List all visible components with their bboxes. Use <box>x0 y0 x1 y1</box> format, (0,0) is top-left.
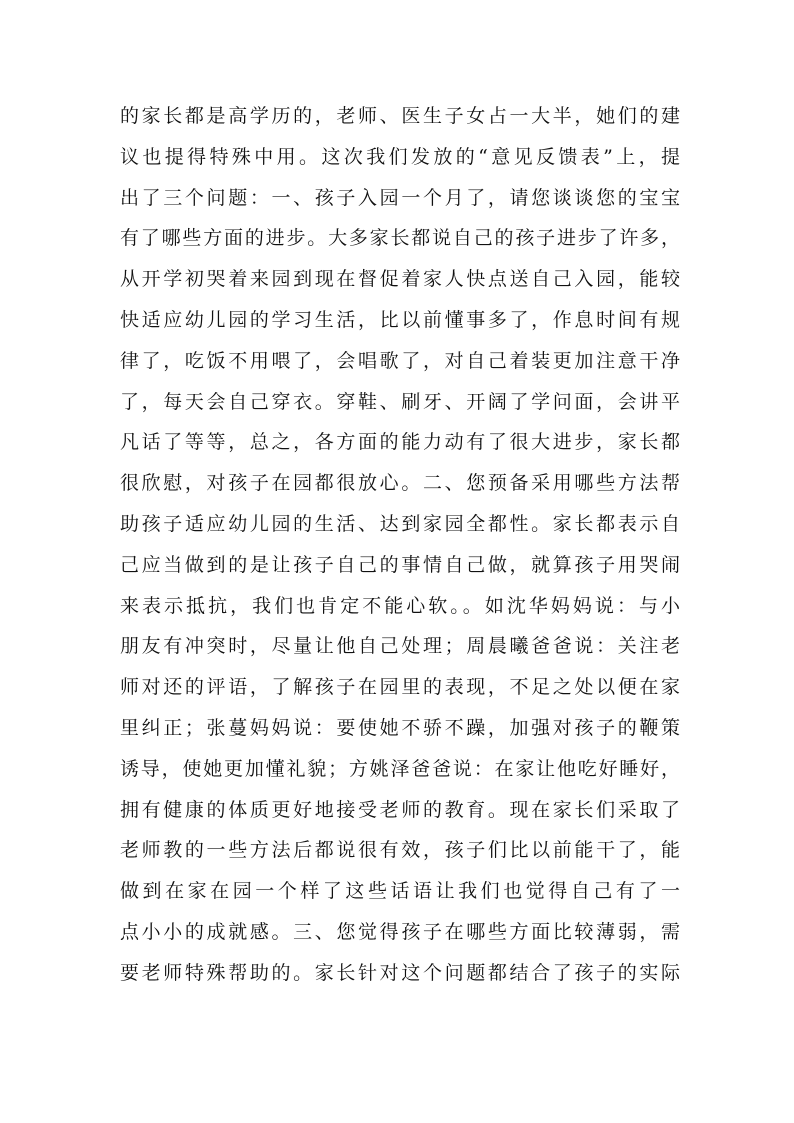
text-line: 点小小的成就感。三、您觉得孩子在哪些方面比较薄弱，需 <box>120 920 680 943</box>
text-line: 要老师特殊帮助的。家长针对这个问题都结合了孩子的实际 <box>120 961 680 984</box>
text-line: 议也提得特殊中用。这次我们发放的“意见反馈表”上，提 <box>120 145 680 168</box>
text-line: 有了哪些方面的进步。大多家长都说自己的孩子进步了许多， <box>120 227 680 250</box>
text-line: 助孩子适应幼儿园的生活、达到家园全都性。家长都表示自 <box>120 512 680 535</box>
text-line: 朋友有冲突时，尽量让他自己处理；周晨曦爸爸说：关注老 <box>120 635 680 658</box>
text-line: 拥有健康的体质更好地接受老师的教育。现在家长们采取了 <box>120 798 680 821</box>
text-line: 做到在家在园一个样了这些话语让我们也觉得自己有了一 <box>120 880 680 903</box>
text-line: 凡话了等等，总之，各方面的能力动有了很大进步，家长都 <box>120 431 680 454</box>
text-line: 诱导，使她更加懂礼貌；方姚泽爸爸说：在家让他吃好睡好， <box>120 757 680 780</box>
text-line: 来表示抵抗，我们也肯定不能心软。。如沈华妈妈说：与小 <box>120 594 680 617</box>
text-line: 的家长都是高学历的，老师、医生子女占一大半，她们的建 <box>120 105 680 127</box>
text-line: 快适应幼儿园的学习生活，比以前懂事多了，作息时间有规 <box>120 308 680 331</box>
body-paragraph <box>120 96 680 994</box>
text-line: 己应当做到的是让孩子自己的事情自己做，就算孩子用哭闹 <box>120 553 680 576</box>
text-line: 里纠正；张蔓妈妈说：要使她不骄不躁，加强对孩子的鞭策 <box>120 716 680 739</box>
text-line: 出了三个问题：一、孩子入园一个月了，请您谈谈您的宝宝 <box>120 186 680 209</box>
text-line: 律了，吃饭不用喂了，会唱歌了，对自己着装更加注意干净 <box>120 349 680 372</box>
text-line: 师对还的评语，了解孩子在园里的表现，不足之处以便在家 <box>120 676 680 699</box>
text-line: 从开学初哭着来园到现在督促着家人快点送自己入园，能较 <box>120 268 680 291</box>
text-line: 老师教的一些方法后都说很有效，孩子们比以前能干了，能 <box>120 839 680 862</box>
text-line: 了，每天会自己穿衣。穿鞋、刷牙、开阔了学问面，会讲平 <box>120 390 680 413</box>
text-line: 很欣慰，对孩子在园都很放心。二、您预备采用哪些方法帮 <box>120 472 680 495</box>
